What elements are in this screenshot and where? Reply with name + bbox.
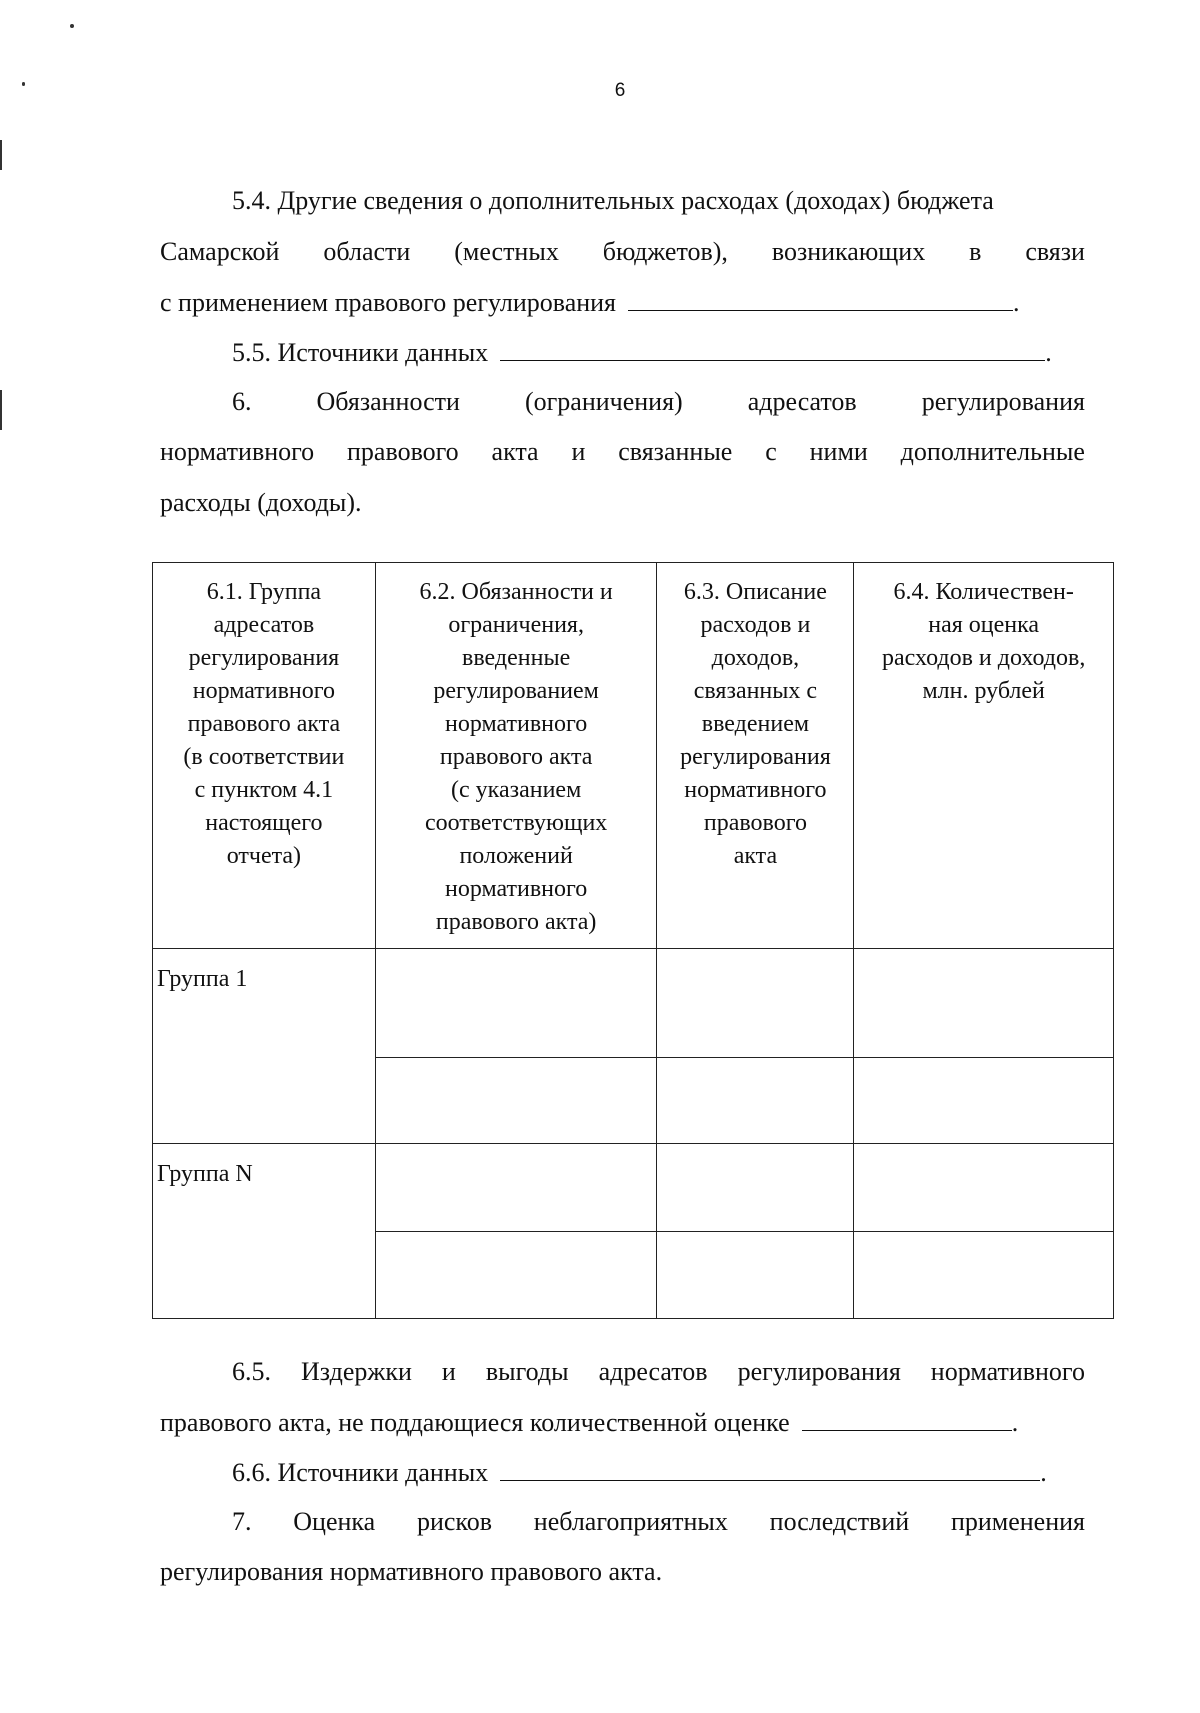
text: 5.5. Источники данных xyxy=(232,338,489,367)
header-line: (в соответствии xyxy=(183,744,345,770)
fill-in-blank xyxy=(802,1406,1012,1431)
header-line: нормативного xyxy=(444,876,588,902)
header-line: правового акта) xyxy=(435,909,597,935)
word: Обязанности xyxy=(316,387,460,416)
header-line: регулирования xyxy=(188,645,340,671)
word: 6.5. xyxy=(232,1357,271,1386)
word: нормативного xyxy=(930,1357,1085,1386)
paragraph-6-line3 xyxy=(160,477,1085,528)
word: рисков xyxy=(416,1507,493,1536)
table-cell xyxy=(375,949,657,1058)
header-line: нормативного xyxy=(444,711,588,737)
header-line: правового акта xyxy=(439,744,593,770)
header-line: ограничения, xyxy=(448,612,584,638)
header-line: расходов и xyxy=(700,612,811,638)
word: 7. xyxy=(232,1507,252,1536)
word: регулирования xyxy=(737,1357,901,1386)
header-line: регулированием xyxy=(433,678,599,704)
word: неблагоприятных xyxy=(533,1507,728,1536)
paragraph-6-6 xyxy=(160,1447,1085,1498)
word: ними xyxy=(809,437,868,466)
table-cell xyxy=(657,1058,854,1144)
header-cell-6-1 xyxy=(153,563,376,949)
word: (местных xyxy=(454,237,559,266)
header-line: нормативного xyxy=(192,678,336,704)
group-1-cell: Группа 1 xyxy=(153,949,376,1144)
header-line: ная оценка xyxy=(928,612,1040,638)
table-cell xyxy=(854,1144,1114,1232)
header-line: (с указанием xyxy=(451,777,582,803)
paragraph-6-5-line1 xyxy=(160,1346,1085,1397)
group-n-cell: Группа N xyxy=(153,1144,376,1319)
text: расходы (доходы). xyxy=(160,488,362,517)
table-cell xyxy=(375,1232,657,1319)
word: (ограничения) xyxy=(524,387,683,416)
page-number: 6 xyxy=(614,80,626,101)
fill-in-blank xyxy=(500,336,1045,361)
paragraph-5-4-line2 xyxy=(160,226,1085,277)
word: Издержки xyxy=(301,1357,412,1386)
header-line: нормативного xyxy=(684,777,827,803)
word: дополнительные xyxy=(900,437,1085,466)
header-cell-6-4 xyxy=(854,563,1114,949)
text: 5.4. Другие сведения о дополнительных расходах (доходах) бюджета xyxy=(232,186,994,215)
word: 6. xyxy=(232,387,252,416)
header-line: млн. рублей xyxy=(922,678,1045,704)
table-row xyxy=(153,949,1114,1058)
period: . xyxy=(1013,288,1020,317)
word: области xyxy=(323,237,411,266)
header-line: 6.1. Группа xyxy=(206,579,322,605)
word: регулирования xyxy=(921,387,1085,416)
header-line: введенные xyxy=(462,645,571,671)
header-line: правового xyxy=(703,810,807,836)
table-cell xyxy=(657,949,854,1058)
word: связи xyxy=(1025,237,1085,266)
word: возникающих xyxy=(771,237,926,266)
word: бюджетов), xyxy=(602,237,728,266)
table-cell xyxy=(854,949,1114,1058)
paragraph-5-5 xyxy=(160,327,1085,378)
paragraph-5-4-line1 xyxy=(160,175,1085,226)
header-line: правового акта xyxy=(187,711,341,737)
header-line: расходов и доходов, xyxy=(882,645,1086,671)
word: с xyxy=(765,437,777,466)
word: адресатов xyxy=(747,387,857,416)
header-line: 6.3. Описание xyxy=(683,579,827,605)
scan-mark xyxy=(70,24,74,28)
word: нормативного xyxy=(160,437,315,466)
paragraph-5-4-line3 xyxy=(160,277,1085,328)
text: правового акта, не поддающиеся количественной оценке xyxy=(160,1408,790,1437)
word: в xyxy=(969,237,982,266)
text: регулирования нормативного правового акта. xyxy=(160,1557,663,1586)
paragraph-7-line2 xyxy=(160,1546,1085,1597)
header-line: связанных с xyxy=(693,678,818,704)
paragraph-6-line2 xyxy=(160,426,1085,477)
header-line: с пунктом 4.1 xyxy=(194,777,334,803)
table-row xyxy=(153,1144,1114,1232)
word: Оценка xyxy=(293,1507,376,1536)
header-line: доходов, xyxy=(711,645,800,671)
word: Самарской xyxy=(160,237,280,266)
table-cell xyxy=(854,1232,1114,1319)
header-line: регулирования xyxy=(680,744,831,770)
word: применения xyxy=(950,1507,1085,1536)
paragraph-6-5-line2 xyxy=(160,1397,1085,1448)
header-line: акта xyxy=(733,843,778,869)
header-line: адресатов xyxy=(213,612,315,638)
fill-in-blank xyxy=(628,286,1013,311)
word: связанные xyxy=(618,437,733,466)
table-cell xyxy=(375,1058,657,1144)
scan-mark xyxy=(0,390,2,430)
period: . xyxy=(1040,1458,1047,1487)
table-cell xyxy=(375,1144,657,1232)
fill-in-blank xyxy=(500,1456,1040,1481)
header-line: настоящего xyxy=(205,810,323,836)
table-cell xyxy=(657,1144,854,1232)
table-header-row xyxy=(153,563,1114,949)
word: выгоды xyxy=(485,1357,569,1386)
period: . xyxy=(1045,338,1052,367)
header-line: 6.2. Обязанности и xyxy=(419,579,613,605)
header-cell-6-2 xyxy=(375,563,657,949)
text: 6.6. Источники данных xyxy=(232,1458,489,1487)
word: и xyxy=(571,437,586,466)
paragraph-7-line1 xyxy=(160,1496,1085,1547)
paragraph-6-line1 xyxy=(160,376,1085,427)
table-cell xyxy=(657,1232,854,1319)
word: акта xyxy=(491,437,539,466)
table-cell xyxy=(854,1058,1114,1144)
word: адресатов xyxy=(598,1357,708,1386)
header-cell-6-3 xyxy=(657,563,854,949)
text: с применением правового регулирования xyxy=(160,288,617,317)
period: . xyxy=(1011,1408,1019,1437)
header-line: положений xyxy=(459,843,573,869)
header-line: введением xyxy=(701,711,810,737)
word: последствий xyxy=(769,1507,910,1536)
header-line: 6.4. Количествен- xyxy=(893,579,1074,605)
word: и xyxy=(441,1357,456,1386)
header-line: отчета) xyxy=(226,843,302,869)
header-line: соответствующих xyxy=(424,810,608,836)
scan-mark xyxy=(0,140,2,170)
word: правового xyxy=(347,437,459,466)
obligations-table xyxy=(152,562,1114,1319)
